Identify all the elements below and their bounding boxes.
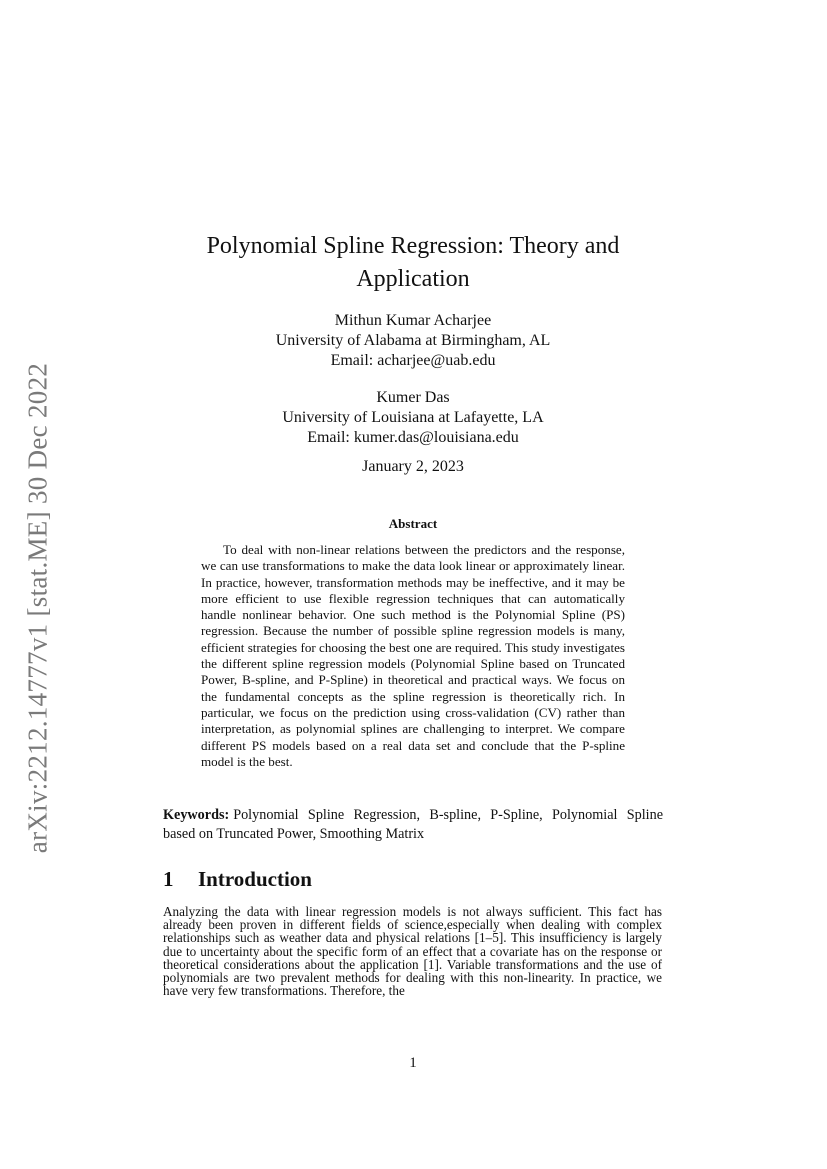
author-name: Kumer Das — [376, 389, 450, 406]
keywords-label: Keywords: — [163, 807, 230, 823]
author-block-2 — [160, 388, 666, 448]
author-email: Email: kumer.das@louisiana.edu — [307, 429, 519, 446]
introduction-paragraph: Analyzing the data with linear regression models is not always sufficient. This fact has already been proven in different fields of science,especially when dealing with complex relationships such as weather data and physical relations [1–5]. This insufficiency is largely due to uncertainty about the specific form of an effect that a covariate has on the response or theoretical considerations about the application [1]. Variable transformations and the use of polynomials are two prevalent methods for dealing with this non-linearity. In practice, we have very few transformations. Therefore, the — [163, 904, 662, 999]
section-heading-introduction — [163, 867, 312, 892]
keywords — [163, 806, 663, 844]
paper-title — [160, 230, 666, 296]
paper-title-line-2: Application — [356, 266, 470, 292]
paper-date: January 2, 2023 — [362, 458, 464, 475]
author-email: Email: acharjee@uab.edu — [330, 352, 496, 369]
page-number: 1 — [409, 1055, 417, 1071]
author-affiliation: University of Alabama at Birmingham, AL — [275, 332, 551, 349]
keywords-text: Polynomial Spline Regression, B-spline, P-Spline, Polynomial Spline based on Truncated Power, Smoothing Matrix — [163, 807, 663, 842]
author-affiliation: University of Louisiana at Lafayette, LA — [282, 409, 544, 426]
abstract-heading: Abstract — [388, 516, 438, 531]
arxiv-identifier-text: arXiv:2212.14777v1 [stat.ME] 30 Dec 2022 — [22, 362, 53, 853]
abstract-text: To deal with non-linear relations between the predictors and the response, we can use transformations to make the data look linear or approximately linear. In practice, however, transformation methods may be ineffective, and it may be more efficient to use flexible regression techniques that can automatically handle nonlinear behavior. One such method is the Polynomial Spline (PS) regression. Because the number of possible spline regression models is many, efficient strategies for choosing the best one are required. This study investigates the different spline regression models (Polynomial Spline based on Truncated Power, B-spline, and P-Spline) in theoretical and practical ways. We focus on the fundamental concepts as the spline regression is theoretically rich. In particular, we focus on the prediction using cross-validation (CV) rather than interpretation, as polynomial splines are challenging to interpret. We compare different PS models based on a real data set and conclude that the P-spline model is the best. — [201, 542, 625, 769]
arxiv-identifier-stamp — [18, 355, 58, 860]
author-block-1 — [160, 311, 666, 371]
paper-title-line-1: Polynomial Spline Regression: Theory and — [206, 233, 620, 259]
section-title: Introduction — [198, 867, 312, 891]
section-number: 1 — [163, 867, 174, 891]
author-name: Mithun Kumar Acharjee — [334, 312, 492, 329]
